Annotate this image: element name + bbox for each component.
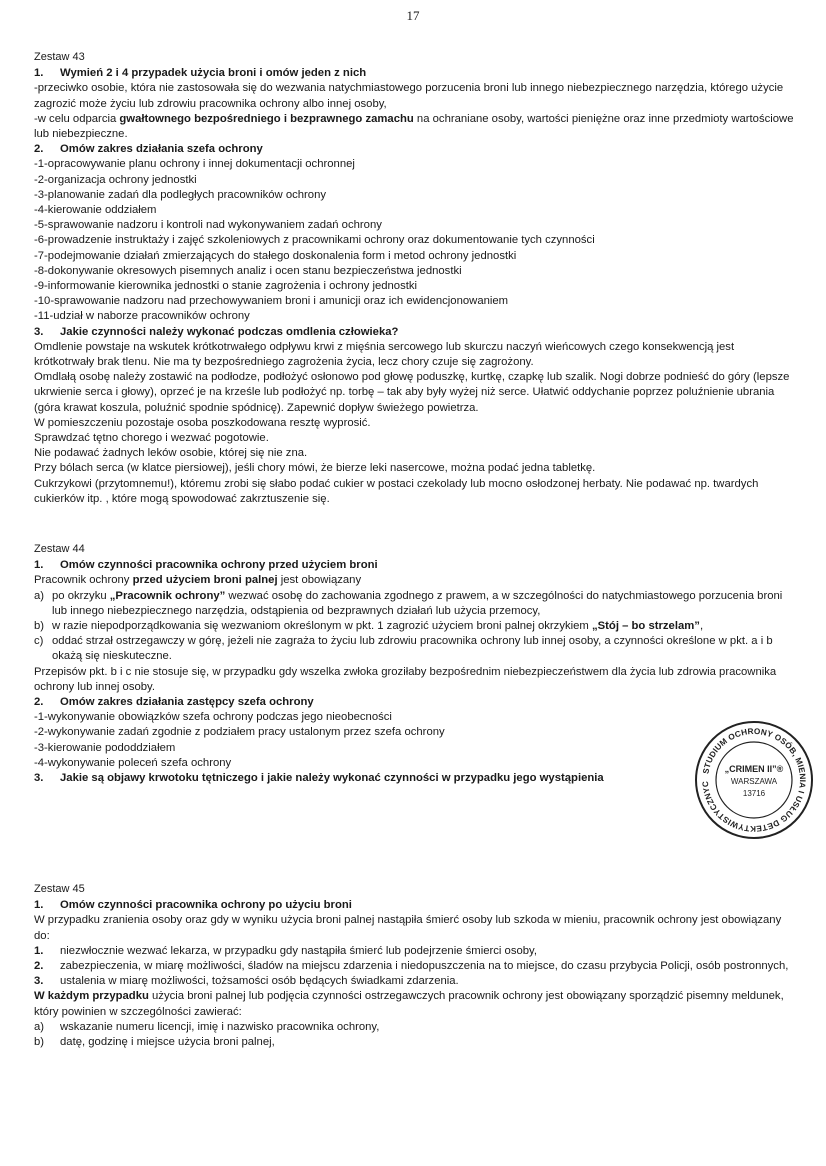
- text-run: po okrzyku: [52, 589, 110, 602]
- set-45-q1-intro: do:: [34, 929, 50, 942]
- set-45-q1-intro: W przypadku zranienia osoby oraz gdy w wyniku użycia broni palnej nastąpiła śmierć osoby lub szkoda w mieniu, pracownik ochrony jest obowiązany: [34, 914, 782, 927]
- set-43-q3-line: Przy bólach serca (w klatce piersiowej), jeśli chory mówi, że bierze leki nasercowe, można podać jedna tabletkę.: [34, 462, 596, 475]
- text-run: użycia broni palnej lub podjęcia czynności ostrzegawczych pracownik ochrony jest obowiązany sporządzić pisemny meldunek,: [148, 990, 784, 1003]
- point-text: niezwłocznie wezwać lekarza, w przypadku gdy nastąpiła śmierć lub podejrzenie śmierci osoby,: [60, 944, 537, 957]
- set-43-q1-title: Wymień 2 i 4 przypadek użycia broni i omów jeden z nich: [60, 67, 367, 80]
- set-43-q2-item: -2-organizacja ochrony jednostki: [34, 173, 197, 186]
- set-43-q2-item: -11-udział w naborze pracowników ochrony: [34, 310, 250, 323]
- set-44-q1-point-a-cont: lub innego niebezpiecznego narzędzia, odstąpienia od bezprawnych działań lub użycia przemocy,: [52, 604, 541, 617]
- set-43-q3-line: ukrwienie serca i głowy), oprzeć je na krześle lub podłożyć np. torbę – tak aby były wyżej niż serce. Ułatwić oddychanie poprzez poluźnienie ubrania: [34, 386, 775, 399]
- set-43-q2-item: -9-informowanie kierownika jednostki o stanie zagrożenia i ochrony jednostki: [34, 280, 418, 293]
- set-43-q2-item: -3-planowanie zadań dla podległych pracowników ochrony: [34, 188, 327, 201]
- set-43-q3-line: cukierków itp. , które mogą spowodować zakrztuszenie się.: [34, 492, 330, 505]
- set-43-q1-line: lub niebezpieczne.: [34, 128, 128, 141]
- set-43-q1-line: zagrozić może życiu lub zdrowiu pracownika ochrony albo innej osoby,: [34, 97, 387, 110]
- set-44-title: Zestaw 44: [34, 543, 85, 555]
- set-44-q1-point-c: [34, 634, 816, 649]
- set-43: [34, 50, 816, 507]
- set-43-q1-heading: [34, 66, 816, 81]
- set-45-q1-point: [34, 944, 816, 959]
- set-43-q2-item: -7-podejmowanie działań zmierzających do stałego doskonalenia form i metod ochrony jednostki: [34, 249, 517, 262]
- set-44-q1-point-b: [34, 619, 816, 634]
- set-43-q3-line: Sprawdzać tętno chorego i wezwać pogotowie.: [34, 432, 269, 445]
- text-run: -w celu odparcia: [34, 112, 120, 125]
- set-44-q2-title: Omów zakres działania zastępcy szefa ochrony: [60, 696, 314, 709]
- set-43-q2-item: -1-opracowywanie planu ochrony i innej dokumentacji ochronnej: [34, 158, 355, 171]
- set-44-q2-num: 2.: [34, 696, 44, 709]
- text-run-bold: przed użyciem broni palnej: [132, 574, 278, 587]
- set-43-q3-line: Cukrzykowi (przytomnemu!), któremu zrobi się słabo podać cukier w postaci czekolady lub mocno osłodzonej herbaty. Nie podawać np. twardych: [34, 477, 759, 490]
- point-text: datę, godzinę i miejsce użycia broni palnej,: [60, 1036, 275, 1049]
- set-45-q1-num: 1.: [34, 899, 44, 912]
- set-43-q3-line: Nie podawać żadnych leków osobie, której się nie zna.: [34, 447, 308, 460]
- set-44-q1-intro: [34, 573, 816, 588]
- set-43-q3-title: Jakie czynności należy wykonać podczas omdlenia człowieka?: [60, 325, 399, 338]
- point-marker: a): [34, 1020, 45, 1033]
- set-45: [34, 882, 816, 1050]
- set-43-q2-item: -8-dokonywanie okresowych pisemnych analiz i ocen stanu bezpieczeństwa jednostki: [34, 264, 462, 277]
- stamp-code: 13716: [742, 789, 766, 798]
- set-43-q2-item: -4-kierowanie oddziałem: [34, 204, 157, 217]
- set-44-q1-point-c-cont: okażą się nieskuteczne.: [52, 650, 172, 663]
- set-43-q2-title: Omów zakres działania szefa ochrony: [60, 143, 263, 156]
- point-marker: b): [34, 1036, 45, 1049]
- set-45-q1-report: [34, 989, 816, 1004]
- set-43-q3-line: W pomieszczeniu pozostaje osoba poszkodowana resztę wyprosić.: [34, 416, 371, 429]
- text-run: wezwać osobę do zachowania zgodnego z prawem, a w szczególności do natychmiastowego porzucenia broni: [225, 589, 783, 602]
- set-43-q2-num: 2.: [34, 143, 44, 156]
- point-text: ustalenia w miarę możliwości, tożsamości osób będących świadkami zdarzenia.: [60, 975, 459, 988]
- set-43-q3-line: Omdlenie powstaje na wskutek krótkotrwałego odpływu krwi z mięśnia sercowego lub skurczu naczyń wieńcowych czego konsekwencją jest: [34, 340, 735, 353]
- text-run: jest obowiązany: [277, 574, 362, 587]
- set-45-q1-heading: [34, 898, 816, 913]
- point-marker: a): [34, 589, 45, 602]
- set-44-q2-item: -2-wykonywanie zadań zgodnie z podziałem pracy ustalonym przez szefa ochrony: [34, 726, 445, 739]
- text-run: ,: [699, 620, 704, 633]
- set-43-q2-item: -10-sprawowanie nadzoru nad przechowywaniem broni i amunicji oraz ich ewidencjonowaniem: [34, 295, 509, 308]
- point-marker: 3.: [34, 975, 44, 988]
- set-43-q3-line: krótkotrwały brak tlenu. Nie ma ty bezpośredniego zagrożenia życia, lecz chory czuje się zagrożony.: [34, 356, 534, 369]
- set-44-q1-title: Omów czynności pracownika ochrony przed użyciem broni: [60, 559, 378, 572]
- set-43-q2-item: -6-prowadzenie instruktaży i zajęć szkoleniowych z pracownikami ochrony oraz dokumentowanie tych czynności: [34, 234, 595, 247]
- set-43-title: Zestaw 43: [34, 51, 85, 63]
- text-run: w razie niepodporządkowania się wezwaniom określonym w pkt. 1 zagrozić użyciem broni palnej okrzykiem: [52, 620, 592, 633]
- stamp-name: „CRIMEN II”®: [724, 764, 784, 774]
- set-45-q1-point: [34, 974, 816, 989]
- set-44-q1-point-a: [34, 589, 816, 604]
- set-43-q3-num: 3.: [34, 325, 44, 338]
- text-run: Pracownik ochrony: [34, 574, 133, 587]
- set-44-q2-item: -4-wykonywanie poleceń szefa ochrony: [34, 756, 232, 769]
- text-run-bold: W każdym przypadku: [34, 990, 149, 1003]
- set-45-q1-sub: [34, 1035, 816, 1050]
- set-43-q3-line: Omdlałą osobę należy zostawić na podłodze, podłożyć osłonowo pod głowę poduszkę, kurtkę, czapkę lub szalik. Nogi dobrze podnieść do góry (lepsze: [34, 371, 790, 384]
- point-marker: c): [34, 635, 44, 648]
- text-run: oddać strzał ostrzegawczy w górę, jeżeli nie zagraża to życiu lub zdrowiu pracownika ochrony lub innej osoby, a czynności określone w pkt. a i b: [52, 635, 773, 648]
- text-run-bold: gwałtownego bezpośredniego i bezprawnego zamachu: [119, 112, 414, 125]
- point-text: wskazanie numeru licencji, imię i nazwisko pracownika ochrony,: [60, 1020, 380, 1033]
- page-number: 17: [406, 8, 420, 23]
- point-marker: b): [34, 620, 45, 633]
- set-45-title: Zestaw 45: [34, 883, 85, 895]
- text-run-bold: „Pracownik ochrony”: [109, 589, 226, 602]
- set-44-q2-item: -1-wykonywanie obowiązków szefa ochrony podczas jego nieobecności: [34, 711, 392, 724]
- set-43-q2-heading: [34, 142, 816, 157]
- set-43-q1-line: -przeciwko osobie, która nie zastosowała się do wezwania natychmiastowego porzucenia broni lub innego niebezpiecznego narzędzia, którego użycie: [34, 82, 784, 95]
- set-43-q2-item: -5-sprawowanie nadzoru i kontroli nad wykonywaniem zadań ochrony: [34, 219, 382, 232]
- stamp-graphic: [692, 718, 816, 842]
- text-run-bold: „Stój – bo strzelam”: [591, 620, 700, 633]
- set-44-q1-tail: Przepisów pkt. b i c nie stosuje się, w przypadku gdy wszelka zwłoka groziłaby bezpośrednim niebezpieczeństwem dla życia lub zdrowia pracownika: [34, 665, 777, 678]
- set-45-q1-point: [34, 959, 816, 974]
- point-text: zabezpieczenia, w miarę możliwości, śladów na miejscu zdarzenia i niedopuszczenia na to miejsce, do czasu przybycia Policji, osób postronnych,: [60, 960, 789, 973]
- set-45-q1-title: Omów czynności pracownika ochrony po użyciu broni: [60, 899, 352, 912]
- point-marker: 1.: [34, 944, 44, 957]
- stamp-ring-text: STUDIUM OCHRONY OSÓB, MIENIA I USŁUG DETEKTYWISTYCZNYC: [700, 726, 808, 834]
- text-run: na ochraniane osoby, wartości pieniężne oraz inne przedmioty wartościowe: [413, 112, 794, 125]
- set-45-q1-sub: [34, 1020, 816, 1035]
- set-45-q1-report-cont: który powinien w szczególności zawierać:: [34, 1005, 242, 1018]
- set-44-q1-heading: [34, 558, 816, 573]
- point-marker: 2.: [34, 960, 44, 973]
- set-44-q2-item: -3-kierowanie pododdziałem: [34, 741, 176, 754]
- set-44-q3-num: 3.: [34, 772, 44, 785]
- set-44-q3-title: Jakie są objawy krwotoku tętniczego i jakie należy wykonać czynności w przypadku jego wystąpienia: [60, 772, 604, 785]
- stamp-city: WARSZAWA: [730, 777, 778, 786]
- set-43-q3-heading: [34, 325, 816, 340]
- set-43-q3-line: (góra krawat koszula, poluźnić spodnie spódnicę). Zapewnić dopływ świeżego powietrza.: [34, 401, 479, 414]
- set-44-q1-tail: ochrony lub innej osoby.: [34, 680, 155, 693]
- set-44-q2-heading: [34, 695, 816, 710]
- set-43-q1-num: 1.: [34, 67, 44, 80]
- set-43-q1-line: [34, 112, 816, 127]
- set-44-q1-num: 1.: [34, 559, 44, 572]
- school-stamp: [692, 718, 816, 842]
